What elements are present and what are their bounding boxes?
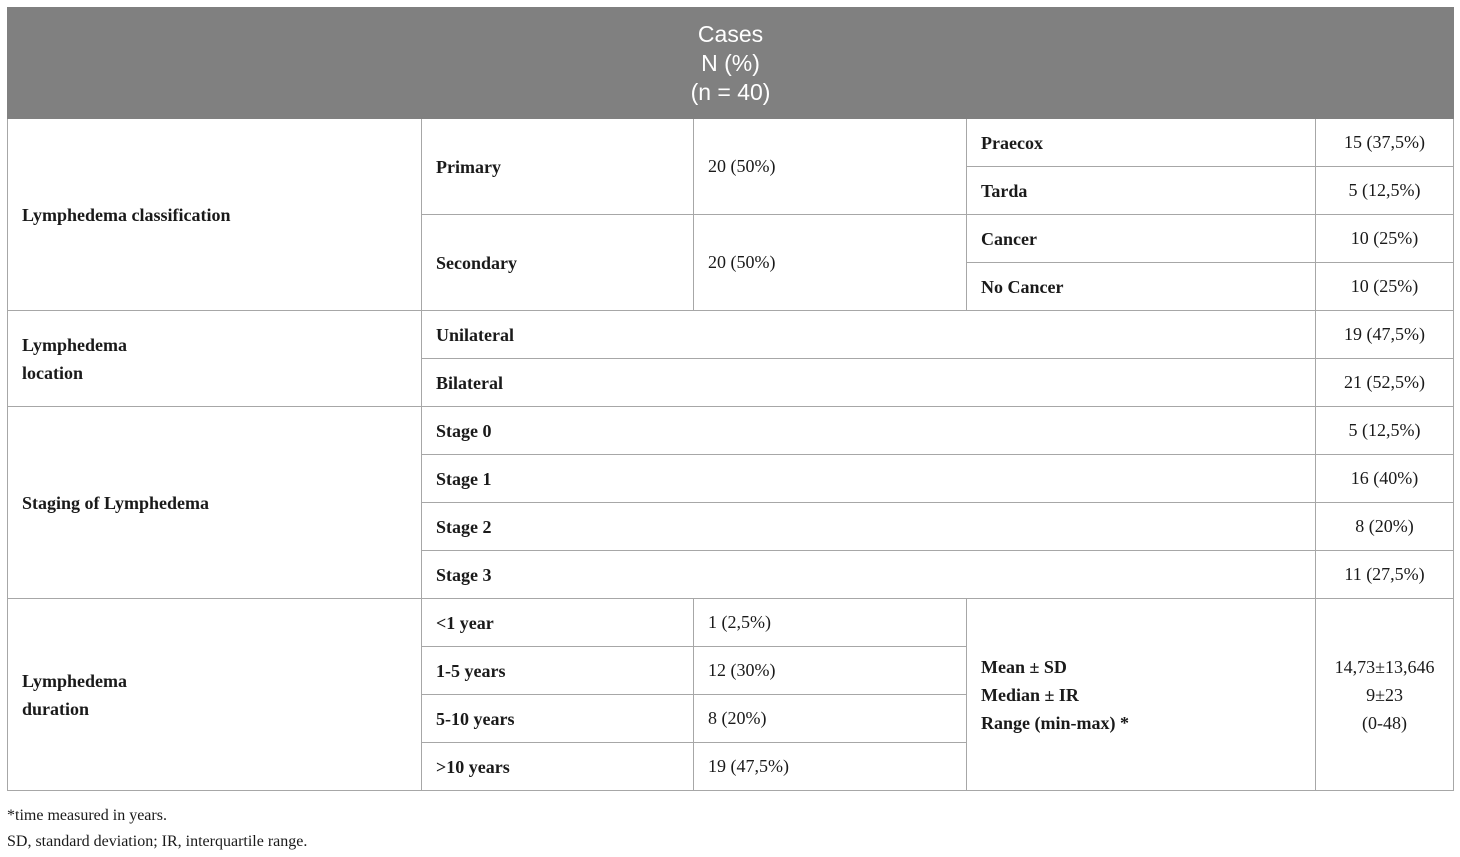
cell-stage-value: 5 (12,5%) <box>1316 407 1454 455</box>
cell-stat-values <box>1316 599 1454 791</box>
cell-sub-label: Tarda <box>967 167 1316 215</box>
cell-stage-label: Stage 0 <box>422 407 1316 455</box>
cell-duration-value: 12 (30%) <box>694 647 967 695</box>
cell-sub-value: 15 (37,5%) <box>1316 119 1454 167</box>
cell-location-label: Unilateral <box>422 311 1316 359</box>
header-line: (n = 40) <box>690 78 771 105</box>
cell-sub-label: Cancer <box>967 215 1316 263</box>
stat-value: 14,73±13,646 <box>1334 656 1435 677</box>
cell-stage-value: 16 (40%) <box>1316 455 1454 503</box>
header-line: Cases <box>697 20 764 47</box>
stat-label: Range (min-max) * <box>981 712 1129 733</box>
cell-primary-value: 20 (50%) <box>694 119 967 215</box>
footnote: *time measured in years. <box>7 807 167 824</box>
cell-location-label: Bilateral <box>422 359 1316 407</box>
cell-stage-value: 8 (20%) <box>1316 503 1454 551</box>
footnotes <box>7 803 307 855</box>
cell-primary-label: Primary <box>422 119 694 215</box>
cell-sub-label: Praecox <box>967 119 1316 167</box>
cell-stage-value: 11 (27,5%) <box>1316 551 1454 599</box>
cell-sub-label: No Cancer <box>967 263 1316 311</box>
stat-value: 9±23 <box>1366 684 1403 705</box>
cell-secondary-value: 20 (50%) <box>694 215 967 311</box>
stat-label: Mean ± SD <box>981 656 1067 677</box>
cell-location-value: 19 (47,5%) <box>1316 311 1454 359</box>
label-line: Lymphedema <box>22 670 128 691</box>
table-row <box>8 119 1454 167</box>
cell-stat-labels <box>967 599 1316 791</box>
cell-duration-value: 1 (2,5%) <box>694 599 967 647</box>
table-header <box>8 8 1454 119</box>
cell-sub-value: 10 (25%) <box>1316 215 1454 263</box>
label-line: Lymphedema <box>22 334 128 355</box>
cell-duration-label: <1 year <box>422 599 694 647</box>
label-line: location <box>22 362 83 383</box>
stat-label: Median ± IR <box>981 684 1079 705</box>
cell-duration-label: >10 years <box>422 743 694 791</box>
table-row <box>8 407 1454 455</box>
cell-sub-value: 10 (25%) <box>1316 263 1454 311</box>
row-label-duration <box>8 599 422 791</box>
table-row <box>8 311 1454 359</box>
cell-stage-label: Stage 3 <box>422 551 1316 599</box>
row-label-classification: Lymphedema classification <box>8 119 422 311</box>
cell-duration-label: 1-5 years <box>422 647 694 695</box>
cell-duration-label: 5-10 years <box>422 695 694 743</box>
label-line: duration <box>22 698 90 719</box>
header-line: N (%) <box>701 49 760 76</box>
cell-secondary-label: Secondary <box>422 215 694 311</box>
cell-location-value: 21 (52,5%) <box>1316 359 1454 407</box>
row-label-location <box>8 311 422 407</box>
footnote: SD, standard deviation; IR, interquartile range. <box>7 833 308 850</box>
cell-stage-label: Stage 1 <box>422 455 1316 503</box>
cell-duration-value: 19 (47,5%) <box>694 743 967 791</box>
lymphedema-table <box>7 7 1454 791</box>
stat-value: (0-48) <box>1362 712 1408 733</box>
row-label-staging: Staging of Lymphedema <box>8 407 422 599</box>
cell-stage-label: Stage 2 <box>422 503 1316 551</box>
cell-duration-value: 8 (20%) <box>694 695 967 743</box>
table-row <box>8 599 1454 647</box>
cell-sub-value: 5 (12,5%) <box>1316 167 1454 215</box>
